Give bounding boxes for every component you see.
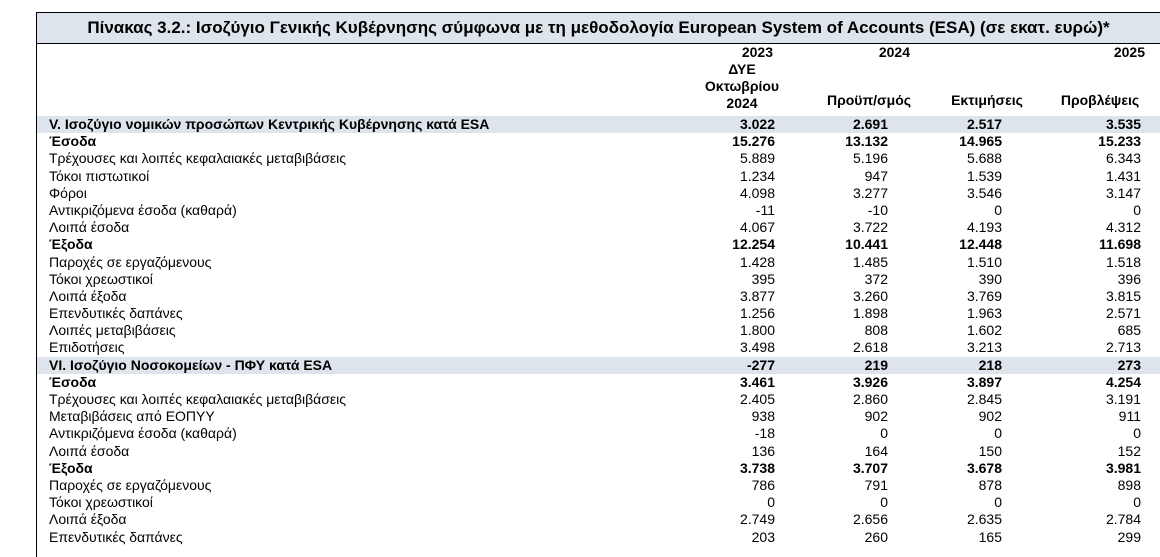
row-value-col2: 1.963 bbox=[966, 305, 1002, 322]
table-row bbox=[37, 529, 1160, 546]
row-value-col2: 12.448 bbox=[959, 236, 1002, 253]
row-value-col0: -18 bbox=[754, 425, 775, 442]
table-row bbox=[37, 374, 1160, 391]
row-value-col1: 260 bbox=[864, 528, 888, 545]
row-value-col0: -277 bbox=[746, 356, 775, 373]
row-value-col3: 3.147 bbox=[1105, 184, 1141, 201]
row-value-col2: 5.688 bbox=[966, 150, 1002, 167]
row-value-col3: 2.784 bbox=[1105, 511, 1141, 528]
row-value-col3: 396 bbox=[1117, 270, 1141, 287]
row-value-col0: 786 bbox=[751, 476, 775, 493]
row-value-col2: 3.213 bbox=[966, 339, 1002, 356]
row-label: Παροχές σε εργαζόμενους bbox=[49, 476, 212, 493]
row-value-col1: 2.656 bbox=[852, 511, 888, 528]
row-value-col0: 5.889 bbox=[739, 150, 775, 167]
row-value-col2: 1.539 bbox=[966, 167, 1002, 184]
row-value-col2: 3.678 bbox=[966, 459, 1002, 476]
row-label: Αντικριζόμενα έσοδα (καθαρά) bbox=[49, 425, 237, 442]
row-value-col0: 203 bbox=[751, 528, 775, 545]
row-value-col1: -10 bbox=[867, 201, 888, 218]
row-value-col0: 0 bbox=[767, 494, 775, 511]
row-value-col2: 4.193 bbox=[966, 219, 1002, 236]
row-label: Λοιπά έσοδα bbox=[49, 442, 130, 459]
row-value-col3: 152 bbox=[1117, 442, 1141, 459]
row-label: Αντικριζόμενα έσοδα (καθαρά) bbox=[49, 201, 237, 218]
row-value-col0: 1.234 bbox=[739, 167, 775, 184]
row-value-col0: 12.254 bbox=[732, 236, 775, 253]
row-label: VI. Ισοζύγιο Νοσοκομείων - ΠΦΥ κατά ESA bbox=[49, 356, 333, 373]
row-value-col1: 164 bbox=[864, 442, 888, 459]
row-value-col2: 0 bbox=[994, 494, 1002, 511]
table-row bbox=[37, 168, 1160, 185]
row-value-col0: 938 bbox=[751, 408, 775, 425]
row-value-col3: 685 bbox=[1117, 322, 1141, 339]
row-value-col3: 11.698 bbox=[1098, 236, 1141, 253]
row-label: Επενδυτικές δαπάνες bbox=[49, 528, 183, 545]
row-value-col1: 2.691 bbox=[852, 116, 888, 132]
row-value-col1: 0 bbox=[880, 494, 888, 511]
row-value-col0: 2.749 bbox=[739, 511, 775, 528]
row-value-col3: 3.191 bbox=[1105, 391, 1141, 407]
row-value-col0: 4.098 bbox=[739, 184, 775, 201]
col-dye-header bbox=[697, 61, 787, 112]
table-row bbox=[37, 511, 1160, 528]
row-value-col2: 902 bbox=[978, 408, 1002, 425]
row-value-col2: 1.510 bbox=[966, 253, 1002, 270]
table-row bbox=[37, 133, 1160, 150]
col-dye-line-1: ΔΥΕ bbox=[728, 61, 756, 77]
table-row bbox=[37, 271, 1160, 288]
row-value-col1: 791 bbox=[864, 476, 888, 493]
row-label: Έσοδα bbox=[49, 133, 97, 150]
col-dye-line-3: 2024 bbox=[726, 95, 758, 111]
row-value-col3: 2.713 bbox=[1105, 339, 1141, 356]
table-row bbox=[37, 219, 1160, 236]
row-value-col3: 3.535 bbox=[1105, 116, 1141, 132]
row-value-col1: 3.722 bbox=[852, 219, 888, 236]
row-value-col1: 10.441 bbox=[845, 236, 888, 253]
row-value-col2: 150 bbox=[978, 442, 1002, 459]
row-label: Μεταβιβάσεις από ΕΟΠΥΥ bbox=[49, 408, 215, 425]
row-value-col3: 0 bbox=[1133, 494, 1141, 511]
table-body bbox=[37, 116, 1160, 546]
row-value-col3: 4.254 bbox=[1105, 373, 1141, 390]
row-label: Τόκοι χρεωστικοί bbox=[49, 494, 153, 511]
row-value-col3: 911 bbox=[1118, 408, 1141, 425]
row-value-col2: 3.769 bbox=[966, 287, 1002, 304]
row-value-col2: 14.965 bbox=[959, 133, 1002, 150]
row-value-col1: 1.898 bbox=[852, 305, 888, 322]
row-value-col3: 0 bbox=[1133, 425, 1141, 442]
row-value-col2: 218 bbox=[978, 356, 1002, 373]
row-label: Λοιπά έξοδα bbox=[49, 511, 127, 528]
row-value-col0: 1.800 bbox=[739, 322, 775, 339]
row-value-col1: 808 bbox=[864, 322, 888, 339]
col-budget-header: Προϋπ/σμός bbox=[826, 92, 912, 108]
year-2023: 2023 bbox=[741, 44, 773, 60]
row-value-col2: 165 bbox=[978, 528, 1002, 545]
row-label: Έξοδα bbox=[49, 459, 93, 476]
row-value-col0: 3.022 bbox=[739, 116, 775, 132]
table-row bbox=[37, 477, 1160, 494]
row-label: Τόκοι πιστωτικοί bbox=[49, 167, 150, 184]
budget-table bbox=[36, 12, 1160, 557]
row-label: V. Ισοζύγιο νομικών προσώπων Κεντρικής Κυβέρνησης κατά ESA bbox=[49, 116, 490, 132]
row-label: Τόκοι χρεωστικοί bbox=[49, 270, 153, 287]
row-value-col0: 15.276 bbox=[732, 133, 775, 150]
table-title: Πίνακας 3.2.: Ισοζύγιο Γενικής Κυβέρνησης σύμφωνα με τη μεθοδολογία European System of Accounts (ESA) (σε εκατ. ευρώ)* bbox=[37, 13, 1160, 44]
row-value-col2: 2.517 bbox=[966, 116, 1002, 132]
row-value-col0: 3.498 bbox=[739, 339, 775, 356]
row-value-col3: 4.312 bbox=[1105, 219, 1141, 236]
row-value-col1: 902 bbox=[864, 408, 888, 425]
table-row bbox=[37, 254, 1160, 271]
row-label: Φόροι bbox=[49, 184, 87, 201]
row-value-col0: 3.877 bbox=[739, 287, 775, 304]
row-value-col2: 2.635 bbox=[966, 511, 1002, 528]
table-row bbox=[37, 339, 1160, 356]
table-row bbox=[37, 236, 1160, 253]
table-row bbox=[37, 185, 1160, 202]
row-value-col1: 372 bbox=[864, 270, 888, 287]
row-value-col1: 1.485 bbox=[852, 253, 888, 270]
row-label: Λοιπά έσοδα bbox=[49, 219, 130, 236]
row-value-col2: 1.602 bbox=[966, 322, 1002, 339]
table-row bbox=[37, 322, 1160, 339]
table-row bbox=[37, 305, 1160, 322]
table-row bbox=[37, 391, 1160, 408]
row-value-col0: -11 bbox=[755, 201, 775, 218]
table-row bbox=[37, 150, 1160, 167]
table-row bbox=[37, 408, 1160, 425]
col-estimates-header: Εκτιμήσεις bbox=[951, 92, 1023, 108]
section-row bbox=[37, 357, 1160, 374]
row-value-col1: 3.277 bbox=[852, 184, 888, 201]
row-value-col0: 3.738 bbox=[739, 459, 775, 476]
row-value-col1: 3.926 bbox=[852, 373, 888, 390]
row-value-col3: 299 bbox=[1117, 528, 1141, 545]
row-value-col2: 0 bbox=[994, 201, 1002, 218]
row-value-col3: 0 bbox=[1133, 201, 1141, 218]
year-2024: 2024 bbox=[878, 44, 910, 60]
row-value-col0: 4.067 bbox=[739, 219, 775, 236]
row-value-col3: 898 bbox=[1117, 476, 1141, 493]
row-value-col1: 2.860 bbox=[852, 391, 888, 407]
row-label: Λοιπές μεταβιβάσεις bbox=[49, 322, 176, 339]
row-value-col1: 3.707 bbox=[852, 459, 888, 476]
row-value-col2: 390 bbox=[978, 270, 1002, 287]
row-label: Έξοδα bbox=[49, 236, 93, 253]
row-value-col2: 2.845 bbox=[966, 391, 1002, 407]
row-value-col2: 878 bbox=[978, 476, 1002, 493]
row-value-col3: 15.233 bbox=[1098, 133, 1141, 150]
row-label: Επιδοτήσεις bbox=[49, 339, 125, 356]
row-value-col3: 1.518 bbox=[1105, 253, 1141, 270]
row-label: Λοιπά έξοδα bbox=[49, 287, 127, 304]
row-value-col0: 2.405 bbox=[739, 391, 775, 407]
row-value-col3: 3.981 bbox=[1105, 459, 1141, 476]
row-value-col0: 1.428 bbox=[739, 253, 775, 270]
row-value-col3: 1.431 bbox=[1105, 167, 1141, 184]
row-value-col1: 0 bbox=[880, 425, 888, 442]
row-value-col0: 3.461 bbox=[739, 373, 775, 390]
row-value-col0: 136 bbox=[751, 442, 775, 459]
row-value-col0: 1.256 bbox=[739, 305, 775, 322]
year-2025: 2025 bbox=[1113, 44, 1145, 60]
table-row bbox=[37, 288, 1160, 305]
table-row bbox=[37, 425, 1160, 442]
row-value-col1: 3.260 bbox=[852, 287, 888, 304]
row-value-col0: 395 bbox=[751, 270, 775, 287]
row-label: Έσοδα bbox=[49, 373, 97, 390]
row-value-col2: 3.897 bbox=[966, 373, 1002, 390]
row-value-col1: 13.132 bbox=[845, 133, 888, 150]
row-value-col2: 0 bbox=[994, 425, 1002, 442]
row-label: Τρέχουσες και λοιπές κεφαλαιακές μεταβιβάσεις bbox=[49, 150, 346, 167]
table-row bbox=[37, 494, 1160, 511]
row-value-col3: 2.571 bbox=[1105, 305, 1141, 322]
table-row bbox=[37, 202, 1160, 219]
row-label: Τρέχουσες και λοιπές κεφαλαιακές μεταβιβάσεις bbox=[49, 391, 346, 407]
table-row bbox=[37, 443, 1160, 460]
row-value-col3: 6.343 bbox=[1105, 150, 1141, 167]
row-value-col2: 3.546 bbox=[966, 184, 1002, 201]
table-row bbox=[37, 460, 1160, 477]
row-value-col3: 3.815 bbox=[1105, 287, 1141, 304]
row-label: Παροχές σε εργαζόμενους bbox=[49, 253, 212, 270]
col-dye-line-2: Οκτωβρίου bbox=[704, 78, 780, 94]
col-forecasts-header: Προβλέψεις bbox=[1060, 92, 1140, 108]
row-label: Επενδυτικές δαπάνες bbox=[49, 305, 183, 322]
row-value-col1: 5.196 bbox=[852, 150, 888, 167]
row-value-col1: 219 bbox=[864, 356, 888, 373]
section-row bbox=[37, 116, 1160, 133]
row-value-col3: 273 bbox=[1117, 356, 1141, 373]
row-value-col1: 2.618 bbox=[852, 339, 888, 356]
row-value-col1: 947 bbox=[864, 167, 888, 184]
